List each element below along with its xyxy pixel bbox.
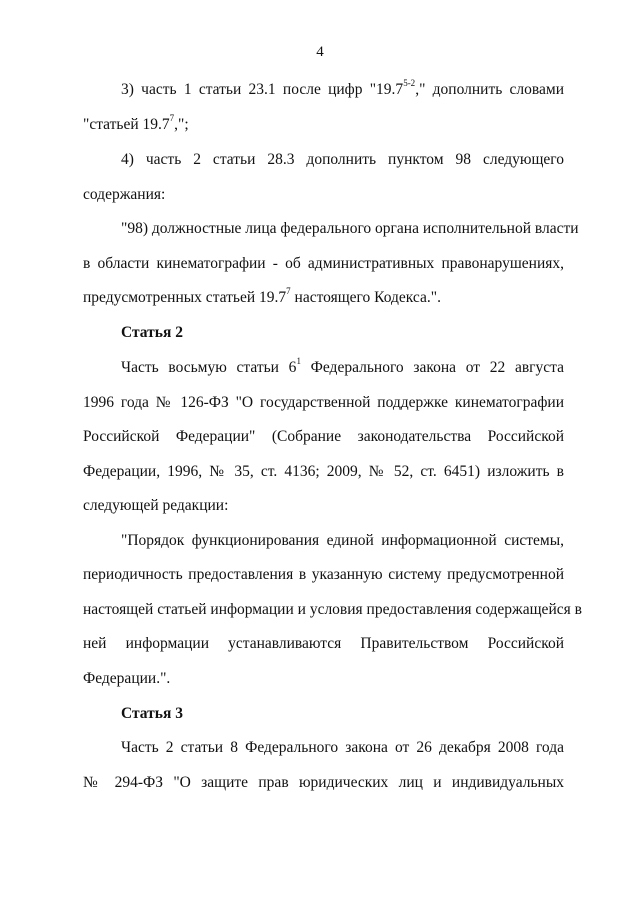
superscript: 1 — [296, 355, 301, 366]
item3-line1-text-end: ," дополнить словами — [415, 81, 565, 98]
item3-line2-text: "статьей 19.7 — [83, 116, 170, 133]
article2-heading: Статья 2 — [121, 324, 183, 341]
article3-line2: № 294-ФЗ "О защите прав юридических лиц и индивидуальных — [83, 774, 564, 791]
article2-line4: Федерации, 1996, № 35, ст. 4136; 2009, № 52, ст. 6451) изложить в — [83, 463, 564, 480]
article2-line1-text: Часть восьмую статьи 6 — [121, 359, 297, 376]
article2-line8: настоящей статьей информации и условия предоставления содержащейся в — [83, 601, 582, 618]
article3-line1: Часть 2 статьи 8 Федерального закона от 26 декабря 2008 года — [121, 739, 564, 756]
article2-line9: ней информации устанавливаются Правительством Российской — [83, 635, 564, 652]
item3-line1-text: 3) часть 1 статьи 23.1 после цифр "19.7 — [121, 81, 404, 98]
item4-line1: 4) часть 2 статьи 28.3 дополнить пунктом 98 следующего — [121, 151, 564, 168]
item4-line5-text-end: настоящего Кодекса.". — [290, 289, 441, 306]
article2-line1-text-end: Федерального закона от 22 августа — [300, 359, 564, 376]
article2-line7: периодичность предоставления в указанную систему предусмотренной — [83, 566, 564, 583]
item4-line5 — [83, 285, 564, 308]
item4-line4: в области кинематографии - об административных правонарушениях, — [83, 255, 564, 272]
superscript: 7 — [169, 112, 175, 123]
item3-line2 — [83, 112, 564, 135]
article2-line1 — [121, 355, 564, 378]
item3-line2-text-end: ,"; — [174, 116, 189, 133]
superscript: 7 — [286, 285, 291, 296]
superscript: 5-2 — [403, 77, 416, 88]
page-number: 4 — [316, 44, 324, 60]
article2-line2: 1996 года № 126-ФЗ "О государственной поддержке кинематографии — [83, 394, 564, 411]
article2-line6: "Порядок функционирования единой информационной системы, — [121, 532, 564, 549]
article3-heading: Статья 3 — [121, 705, 183, 722]
article2-line5: следующей редакции: — [83, 497, 229, 514]
item4-line3: "98) должностные лица федерального органа исполнительной власти — [121, 220, 579, 237]
item4-line5-text: предусмотренных статьей 19.7 — [83, 289, 287, 306]
item4-line2: содержания: — [83, 186, 166, 203]
article2-line3: Российской Федерации" (Собрание законодательства Российской — [83, 428, 564, 445]
item3-line1 — [121, 77, 565, 100]
article2-line10: Федерации.". — [83, 670, 171, 687]
